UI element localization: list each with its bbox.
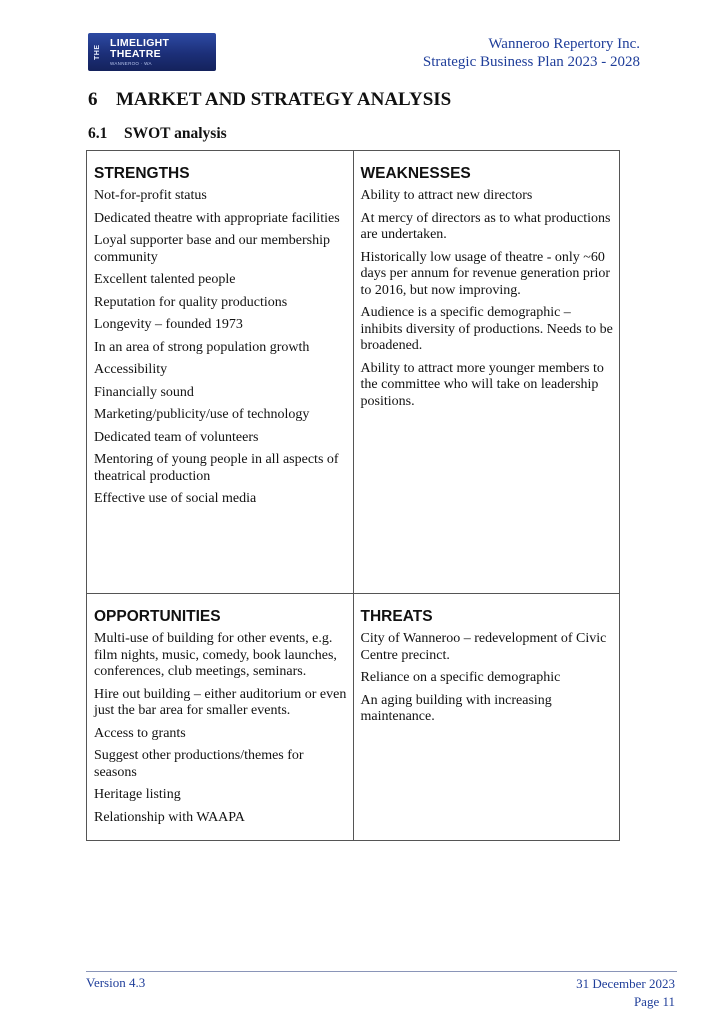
weaknesses-list	[361, 188, 614, 410]
list-item: Mentoring of young people in all aspects of theatrical production	[94, 452, 339, 484]
footer-right	[576, 975, 675, 1011]
list-item: Marketing/publicity/use of technology	[94, 407, 310, 422]
list-item: Multi-use of building for other events, e.g. film nights, music, comedy, book launches, conferences, club meetings, seminars.	[94, 631, 337, 679]
threats-heading: THREATS	[360, 608, 433, 625]
logo-line-1: LIMELIGHT	[110, 37, 170, 49]
list-item: Loyal supporter base and our membership community	[94, 233, 330, 265]
logo-line-2: THEATRE	[110, 48, 161, 60]
swot-table	[86, 150, 620, 841]
list-item: Reputation for quality productions	[94, 294, 288, 310]
list-item: Heritage listing	[94, 787, 181, 802]
list-item: Hire out building – either auditorium or even just the bar area for smaller events.	[94, 686, 347, 718]
opportunities-list	[94, 631, 347, 826]
list-item: Excellent talented people	[94, 272, 236, 287]
list-item: In an area of strong population growth	[94, 339, 310, 355]
subsection-heading	[88, 125, 227, 143]
list-item: City of Wanneroo – redevelopment of Civic Centre precinct.	[360, 631, 607, 663]
opportunities-cell	[87, 594, 354, 841]
list-item: Dedicated theatre with appropriate facilities	[94, 210, 340, 226]
page-header	[423, 35, 640, 71]
list-item: At mercy of directors as to what productions are undertaken.	[360, 210, 611, 242]
list-item: Dedicated team of volunteers	[94, 429, 259, 445]
weaknesses-heading: WEAKNESSES	[360, 165, 471, 182]
weaknesses-cell	[353, 151, 620, 594]
footer-divider	[86, 971, 677, 972]
list-item: Financially sound	[94, 384, 194, 400]
strengths-heading: STRENGTHS	[94, 165, 190, 182]
threats-cell	[353, 594, 620, 841]
footer-page-number: Page 11	[633, 994, 675, 1009]
limelight-theatre-logo	[88, 33, 216, 71]
list-item: Historically low usage of theatre - only ~60 days per annum for revenue generation prior to 2016, but now improving.	[360, 249, 611, 298]
list-item: Accessibility	[94, 362, 168, 377]
list-item: Access to grants	[94, 725, 186, 741]
footer-version: Version 4.3	[86, 975, 146, 990]
logo-subtext: WANNEROO · WA	[110, 61, 152, 66]
threats-list	[361, 631, 614, 726]
footer-date: 31 December 2023	[576, 976, 675, 991]
list-item: Ability to attract new directors	[360, 188, 533, 203]
list-item: Suggest other productions/themes for seasons	[94, 748, 304, 780]
subsection-number: 6.1	[88, 125, 108, 142]
organization-name: Wanneroo Repertory Inc.	[488, 36, 640, 52]
strengths-list	[94, 188, 347, 508]
section-number: 6	[88, 89, 98, 110]
opportunities-heading: OPPORTUNITIES	[94, 608, 221, 625]
list-item: Not-for-profit status	[94, 188, 207, 203]
list-item: Relationship with WAAPA	[94, 809, 245, 825]
list-item: Reliance on a specific demographic	[360, 670, 561, 685]
strengths-cell	[87, 151, 354, 594]
section-heading	[88, 89, 451, 111]
list-item: Ability to attract more younger members to the committee who will take on leadership positions.	[360, 360, 604, 409]
subsection-title: SWOT analysis	[124, 125, 227, 142]
list-item: Longevity – founded 1973	[94, 317, 243, 332]
list-item: An aging building with increasing maintenance.	[360, 692, 552, 724]
list-item: Effective use of social media	[94, 491, 257, 506]
logo-side-text: THE	[94, 44, 101, 60]
list-item: Audience is a specific demographic – inhibits diversity of productions. Needs to be broadened.	[360, 305, 613, 353]
section-title: MARKET AND STRATEGY ANALYSIS	[116, 89, 452, 110]
document-title: Strategic Business Plan 2023 - 2028	[422, 54, 640, 70]
